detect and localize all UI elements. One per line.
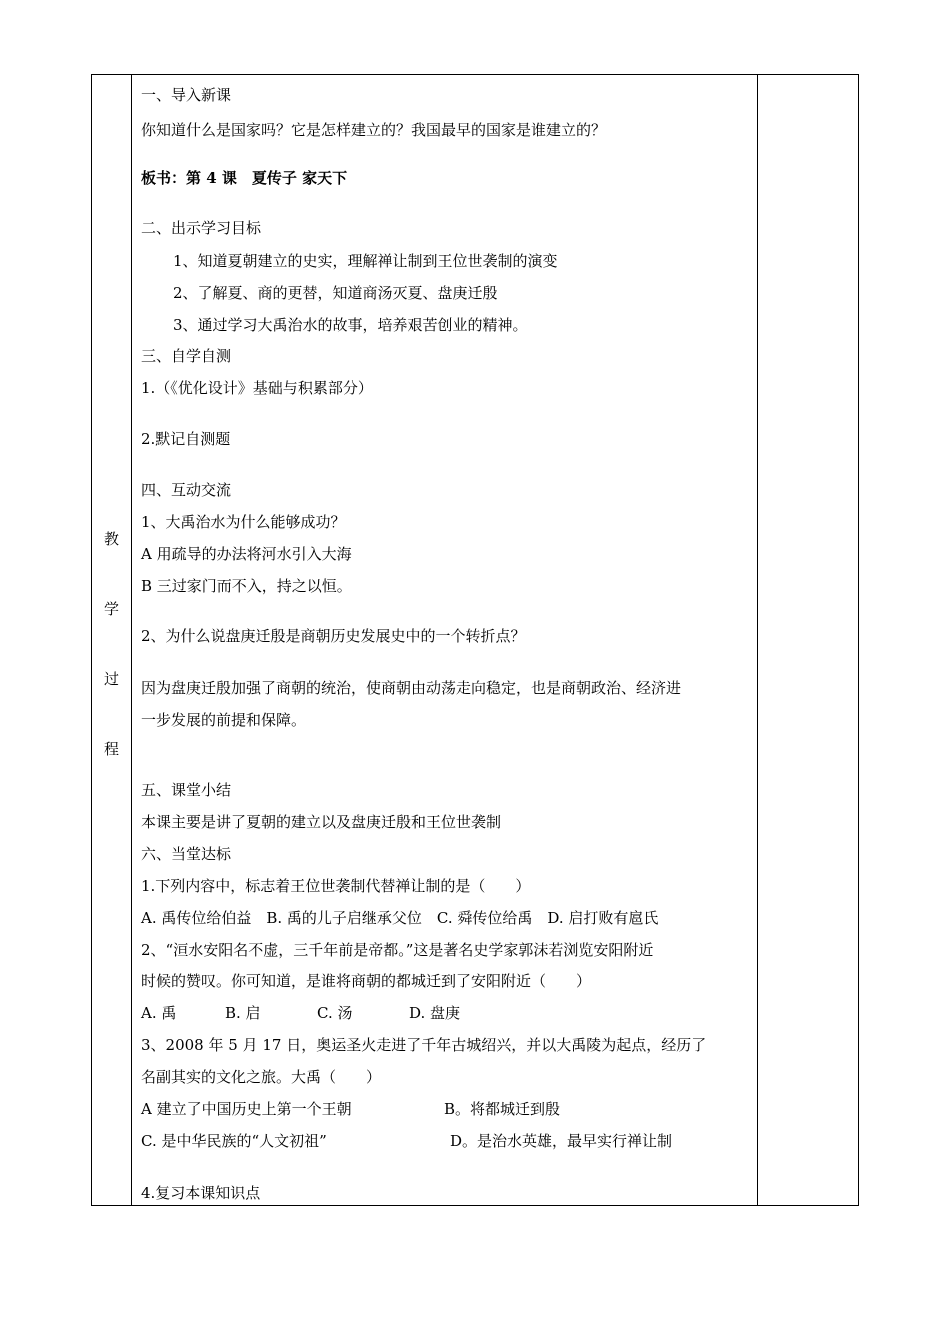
section-heading: 一、导入新课 (141, 86, 232, 104)
exercise-question: 2、“洹水安阳名不虚，三千年前是帝都。”这是著名史学家郭沫若浏览安阳附近 (141, 941, 654, 959)
section-heading: 四、互动交流 (141, 481, 232, 499)
summary-text: 本课主要是讲了夏朝的建立以及盘庚迁殷和王位世袭制 (141, 813, 502, 831)
section-heading: 六、当堂达标 (141, 845, 232, 863)
option: B. 启 (225, 1004, 261, 1022)
goal-item: 1、知道夏朝建立的史实，理解禅让制到王位世袭制的演变 (173, 252, 558, 270)
interaction-answer: A 用疏导的办法将河水引入大海 (141, 545, 352, 563)
side-label-char-3: 过 (103, 670, 119, 688)
column-divider-right (757, 75, 758, 1205)
intro-question: 你知道什么是国家吗？它是怎样建立的？我国最早的国家是谁建立的？ (141, 121, 607, 139)
column-divider-left (131, 75, 132, 1205)
side-label-char-4: 程 (103, 740, 119, 758)
interaction-answer: 因为盘庚迁殷加强了商朝的统治，使商朝由动荡走向稳定，也是商朝政治、经济进 (141, 679, 682, 697)
section-heading: 五、课堂小结 (141, 781, 232, 799)
self-test-item: 1.（《优化设计》基础与积累部分） (141, 379, 373, 397)
self-test-item: 2.默记自测题 (141, 430, 231, 448)
option: A. 禹 (141, 1004, 177, 1022)
exercise-question: 名副其实的文化之旅。大禹（ ） (141, 1068, 382, 1086)
exercise-question: 1.下列内容中，标志着王位世袭制代替禅让制的是（ ） (141, 877, 531, 895)
side-label-char-2: 学 (103, 600, 119, 618)
option: A 建立了中国历史上第一个王朝 (141, 1100, 352, 1118)
option: D。是治水英雄，最早实行禅让制 (450, 1132, 673, 1150)
interaction-question: 1、大禹治水为什么能够成功？ (141, 513, 346, 531)
exercise-options: A. 禹传位给伯益 B. 禹的儿子启继承父位 C. 舜传位给禹 D. 启打败有扈氏 (141, 909, 659, 927)
exercise-question: 时候的赞叹。你可知道，是谁将商朝的都城迁到了安阳附近（ ） (141, 972, 592, 990)
section-heading: 二、出示学习目标 (141, 219, 262, 237)
exercise-question: 4.复习本课知识点 (141, 1184, 261, 1202)
section-heading: 三、自学自测 (141, 347, 232, 365)
exercise-options-row (141, 1134, 761, 1150)
option: B。将都城迁到殷 (444, 1100, 561, 1118)
option: C. 汤 (317, 1004, 353, 1022)
goal-item: 3、通过学习大禹治水的故事，培养艰苦创业的精神。 (173, 316, 528, 334)
side-label-char-1: 教 (103, 530, 119, 548)
exercise-question: 3、2008 年 5 月 17 日，奥运圣火走进了千年古城绍兴，并以大禹陵为起点，经历了 (141, 1036, 707, 1054)
exercise-options-row (141, 1006, 761, 1022)
interaction-question: 2、为什么说盘庚迁殷是商朝历史发展史中的一个转折点？ (141, 627, 526, 645)
goal-item: 2、了解夏、商的更替，知道商汤灭夏、盘庚迁殷 (173, 284, 498, 302)
interaction-answer: 一步发展的前提和保障。 (141, 711, 307, 729)
option: D. 盘庚 (409, 1004, 461, 1022)
option: C. 是中华民族的“人文初祖” (141, 1132, 327, 1150)
board-title: 板书：第 4 课 夏传子 家天下 (141, 169, 348, 187)
interaction-answer: B 三过家门而不入，持之以恒。 (141, 577, 352, 595)
exercise-options-row (141, 1102, 761, 1118)
